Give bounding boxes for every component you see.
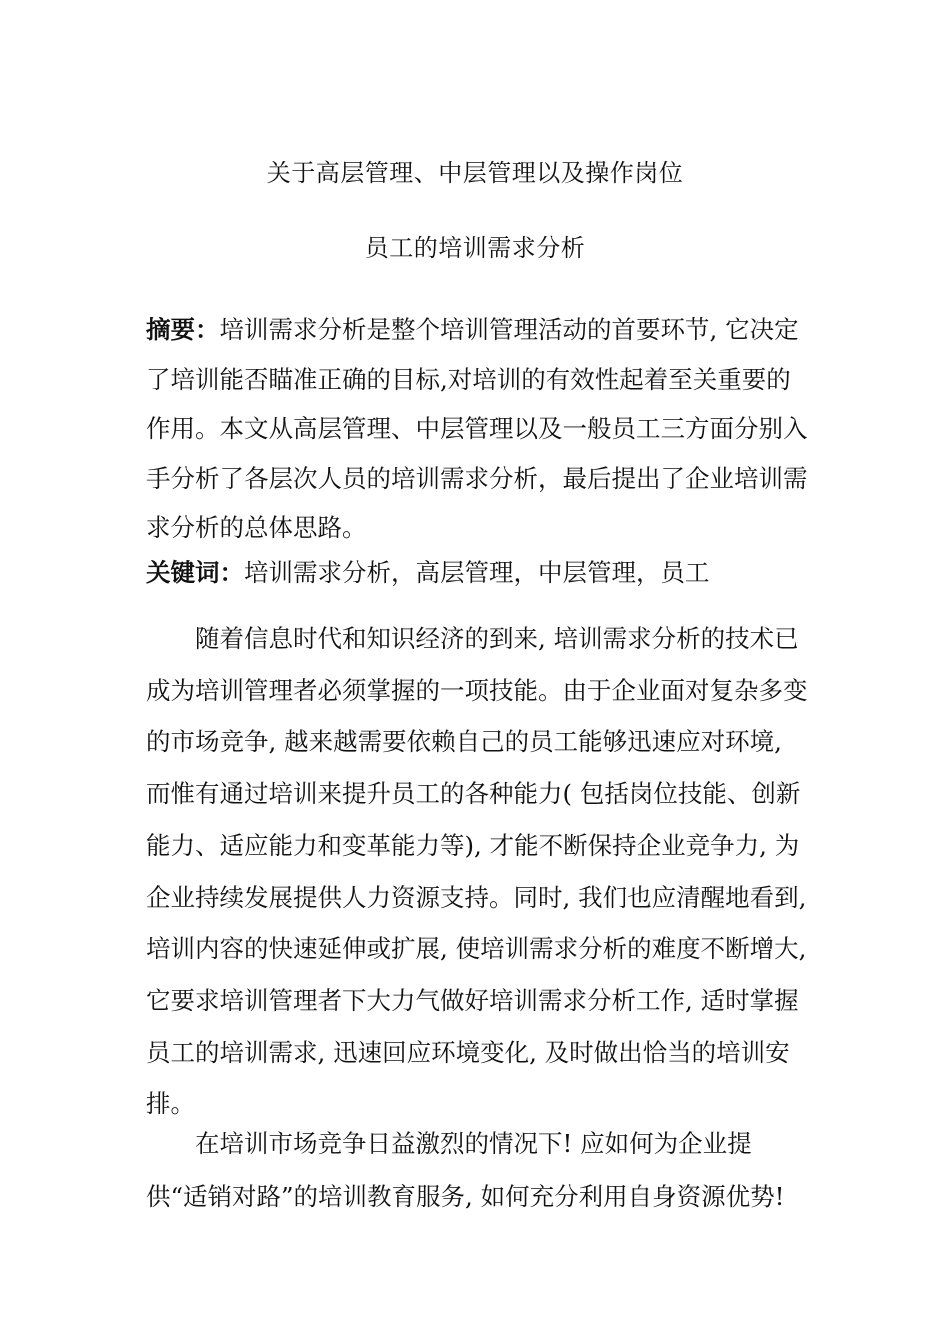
abstract-paragraph: [146, 305, 810, 553]
document-title-line-1: 关于高层管理、中层管理以及操作岗位: [266, 159, 684, 187]
abstract-text: 培训需求分析是整个培训管理活动的首要环节, 它决定了培训能否瞄准正确的目标,对培训的有效性起着至关重要的作用。本文从高层管理、中层管理以及一般员工三方面分别入手分析了各层次人员的培训需求分析，最后提出了企业培训需求分析的总体思路。: [146, 315, 808, 542]
abstract-label: 摘要：: [146, 315, 220, 344]
keywords-text: 培训需求分析，高层管理，中层管理，员工: [244, 558, 710, 587]
body-paragraph-2: 在培训市场竞争日益激烈的情况下! 应如何为企业提供“适销对路”的培训教育服务, 如何充分利用自身资源优势!: [146, 1129, 785, 1211]
document-title-line-2: 员工的培训需求分析: [364, 234, 586, 262]
keywords-paragraph: [146, 553, 810, 593]
keywords-label: 关键词：: [146, 558, 244, 587]
body-paragraph-1: 随着信息时代和知识经济的到来, 培训需求分析的技术已成为培训管理者必须掌握的一项技能。由于企业面对复杂多变的市场竞争, 越来越需要依赖自己的员工能够迅速应对环境, 而惟有通过培训来提升员工的各种能力( 包括岗位技能、创新能力、适应能力和变革能力等), 才能不断保持企业竞争力, 为企业持续发展提供人力资源支持。同时, 我们也应清醒地看到, 培训内容的快速延伸或扩展, 使培训需求分析的难度不断增大, 它要求培训管理者下大力气做好培训需求分析工作, 适时掌握员工的培训需求, 迅速回应环境变化, 及时做出恰当的培训安排。: [146, 624, 808, 1119]
